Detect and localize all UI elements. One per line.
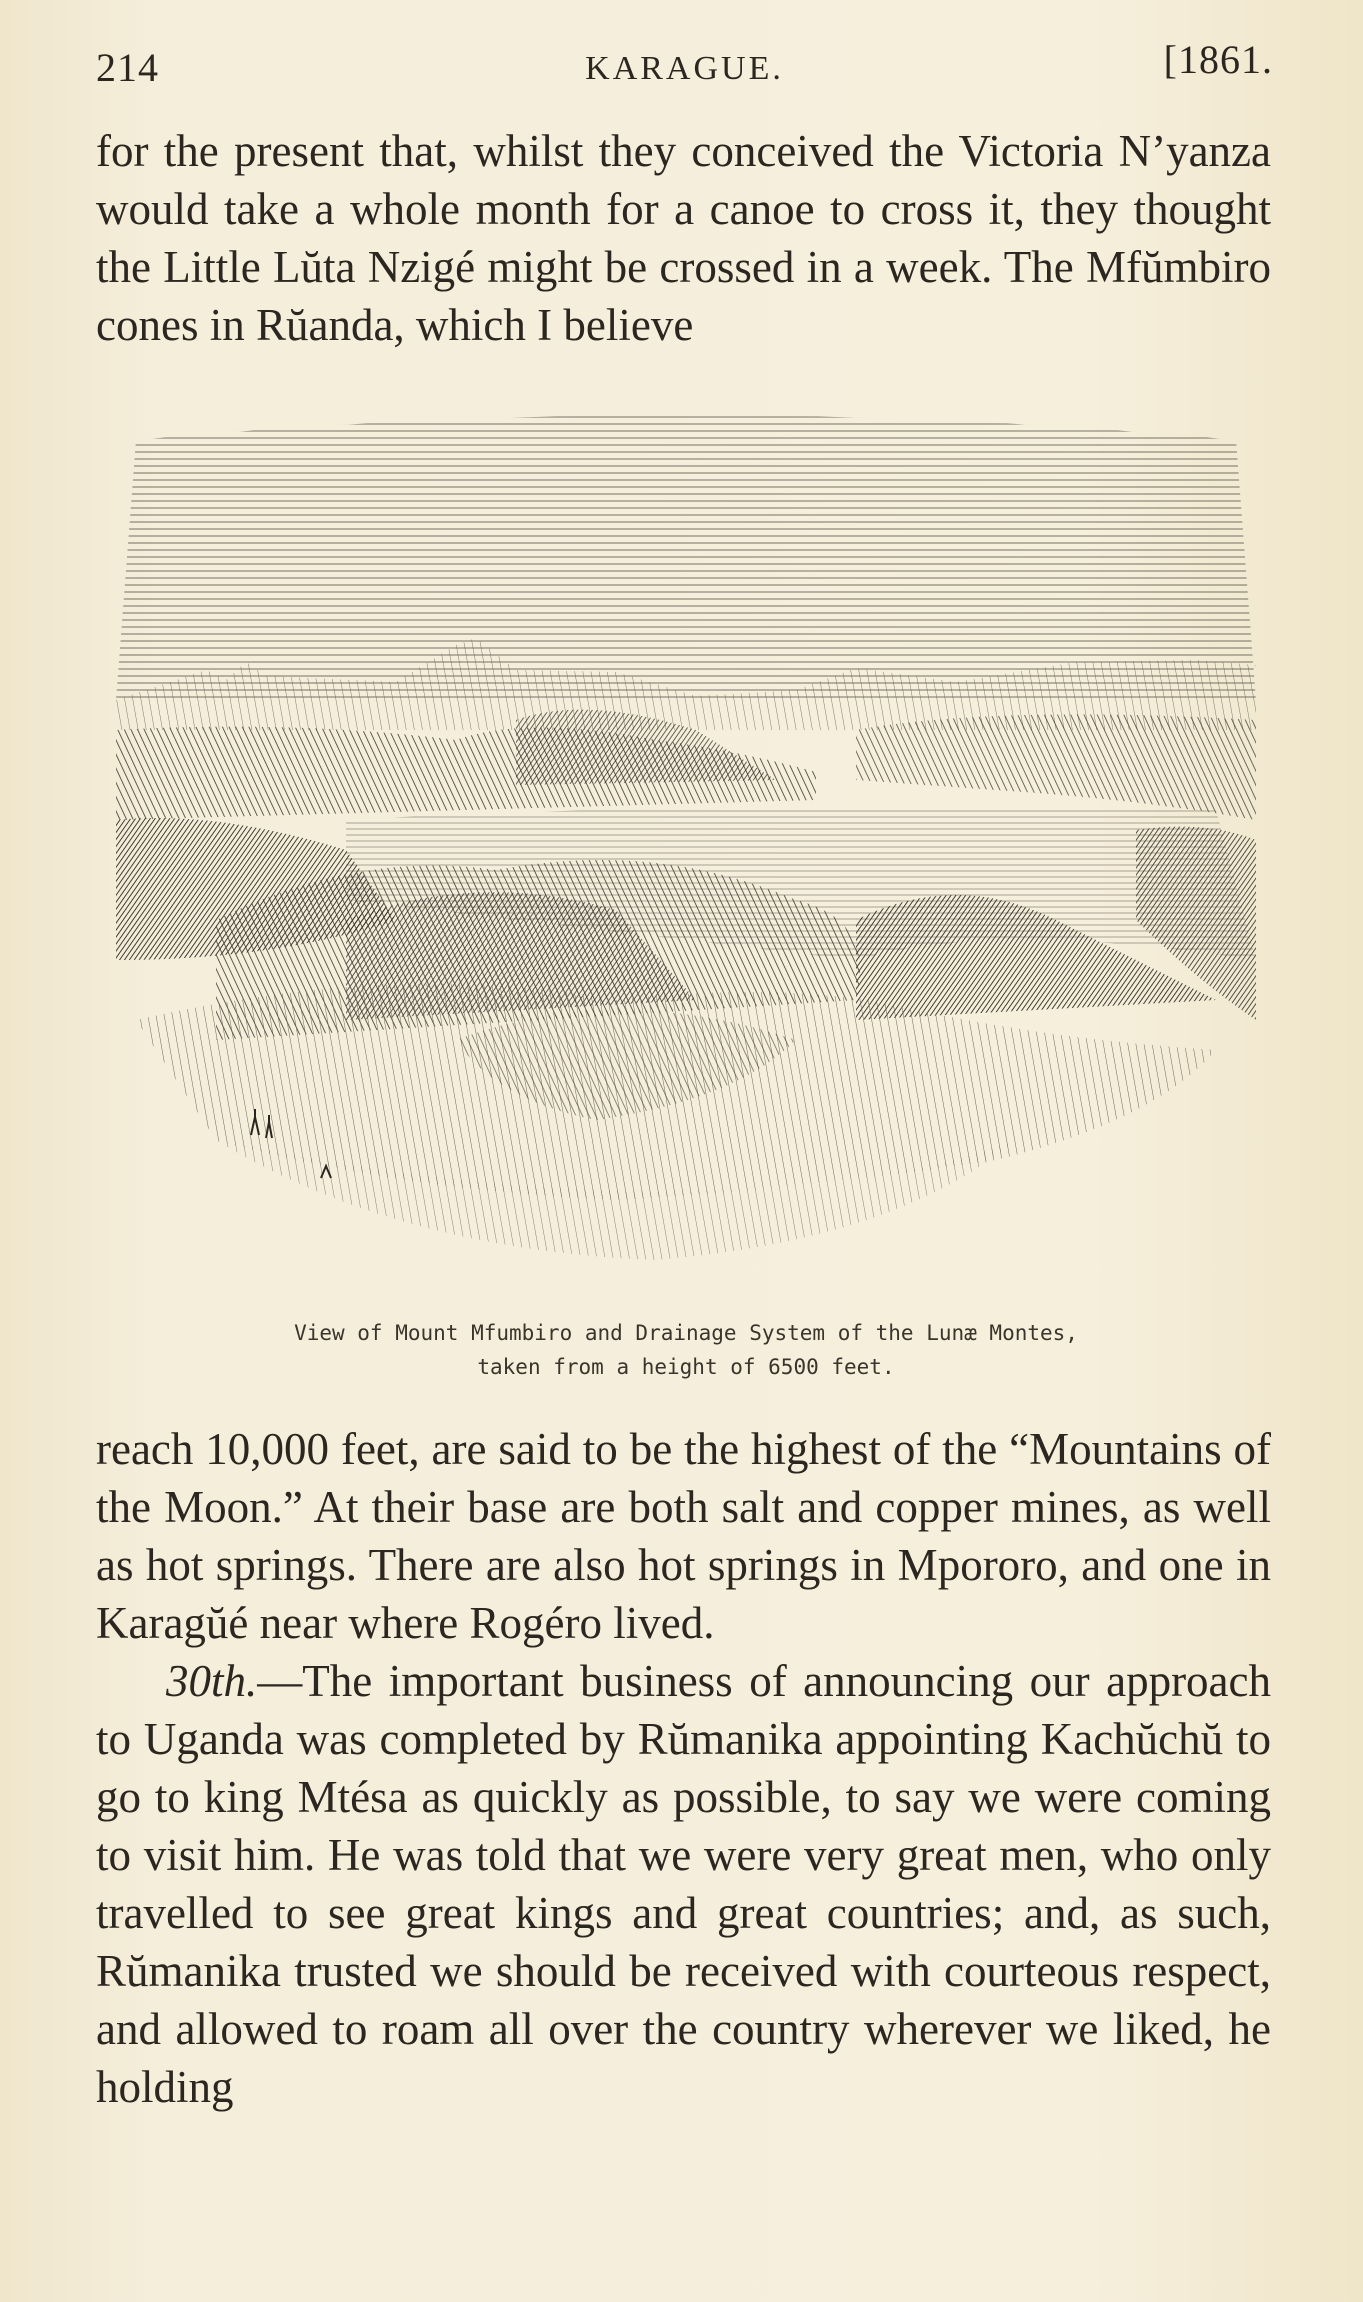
running-title: KARAGUE. xyxy=(585,50,784,87)
caption-line-1: View of Mount Mfumbiro and Drainage System of the Lunæ Montes, xyxy=(294,1321,1078,1345)
top-text-block xyxy=(96,122,1271,354)
page-header xyxy=(96,37,1273,104)
bottom-text-block xyxy=(96,1420,1271,2116)
paragraph-30th-text: —The important business of announcing our approach to Uganda was completed by Rŭmanika appointing Kachŭchŭ to go to king Mtésa as quickly as possible, to say we were coming to visit him. He was told that we were very great men, who only travelled to see great kings and great countries; and, as such, Rŭmanika trusted we should be received with courteous respect, and allowed to roam all over the country wherever we liked, he holding xyxy=(96,1656,1271,2112)
page-number: 214 xyxy=(96,45,159,90)
header-year: [1861. xyxy=(1163,37,1273,82)
illustration-caption xyxy=(96,1316,1276,1384)
caption-line-2: taken from a height of 6500 feet. xyxy=(477,1355,895,1379)
landscape-engraving xyxy=(96,400,1276,1280)
paragraph-continued: for the present that, whilst they conceived the Victoria N’yanza would take a whole month for a canoe to cross it, they thought the Little Lŭta Nzigé might be crossed in a week. The Mfŭmbiro cones in Rŭanda, which I believe xyxy=(96,126,1271,350)
paragraph-mountains: reach 10,000 feet, are said to be the highest of the “Mountains of the Moon.” At their base are both salt and copper mines, as well as hot springs. There are also hot springs in Mpororo, and one in Karagŭé near where Rogéro lived. xyxy=(96,1424,1271,1648)
paragraph-30th xyxy=(96,1652,1271,2116)
date-label: 30th. xyxy=(166,1656,258,1706)
